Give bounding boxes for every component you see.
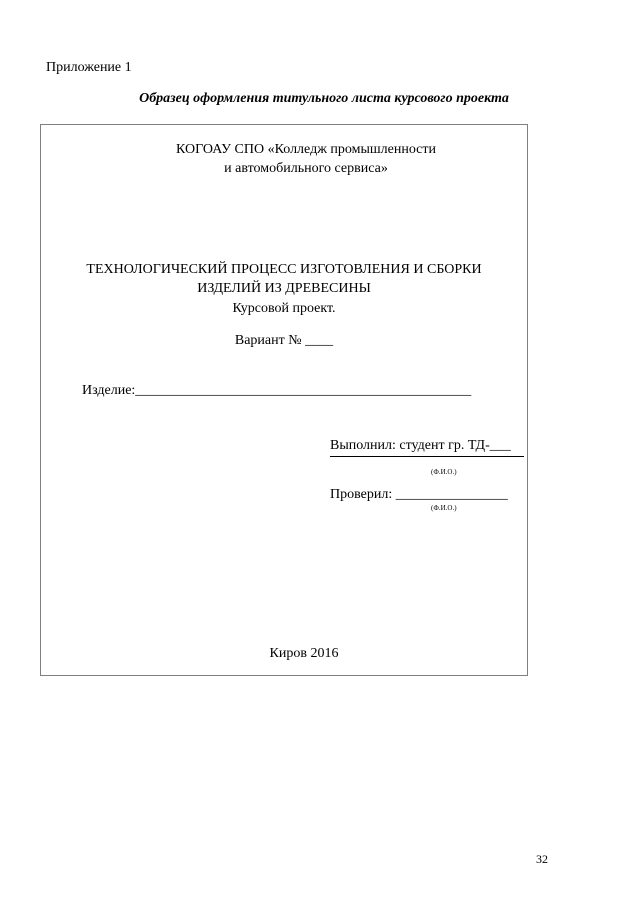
organization-line-1: КОГОАУ СПО «Колледж промышленности: [176, 142, 436, 157]
title-page-frame: [40, 124, 528, 676]
topic-line-2: ИЗДЕЛИЙ ИЗ ДРЕВЕСИНЫ: [197, 281, 371, 296]
sample-title: Образец оформления титульного листа курсового проекта: [139, 91, 509, 106]
city-year: Киров 2016: [269, 646, 339, 661]
topic-line-1: ТЕХНОЛОГИЧЕСКИЙ ПРОЦЕСС ИЗГОТОВЛЕНИЯ И СБОРКИ: [86, 262, 482, 277]
student-name-line: [330, 456, 524, 457]
organization-line-2: и автомобильного сервиса»: [224, 161, 388, 176]
variant-field: Вариант № ____: [234, 333, 334, 348]
page-number: 32: [536, 852, 548, 866]
teacher-name-caption: (Ф.И.О.): [431, 504, 457, 512]
appendix-label: Приложение 1: [46, 60, 132, 75]
student-name-caption: (Ф.И.О.): [431, 468, 457, 476]
performed-by-field: Выполнил: студент гр. ТД-___: [330, 438, 511, 453]
product-field: Изделие:________________________________________________: [82, 383, 472, 398]
checked-by-field: Проверил: ________________: [330, 487, 508, 502]
document-type: Курсовой проект.: [232, 301, 336, 316]
